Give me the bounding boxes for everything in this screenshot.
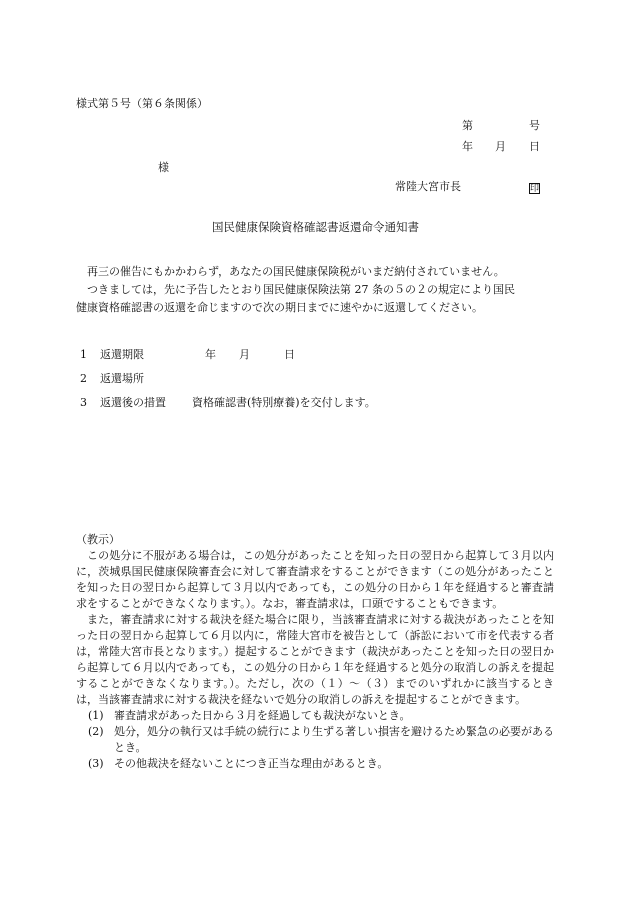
notice-case-number: (1) [88,709,104,722]
item-month: 月 [239,348,250,361]
notice-case [76,724,554,756]
notice-paragraph-2: また，審査請求に対する裁決を経た場合に限り，当該審査請求に対する裁決があったことを知った日の翌日から起算して６月以内に，常陸大宮市を被告として（訴訟において市を代表する者は，常陸大宮市長となります。）提起することができます（裁決があったことを知った日の翌日から起算して６月以内であっても，この処分の日から１年を経過すると処分の取消しの訴えを提起することができなくなります。）。ただし，次の（１）～（３）までのいずれかに該当するときは，当該審査請求に対する裁決を経ないで処分の取消しの訴えを提起することができます。 [76,613,554,706]
form-label: 様式第５号（第６条関係） [76,97,208,110]
notice-case-number: (3) [88,757,104,770]
date-month: 月 [495,140,506,153]
notice-case-number: (2) [88,725,104,738]
notice-case [76,708,554,724]
notice-section [76,532,554,772]
addressee-honorific: 様 [158,161,169,174]
notice-case-text: 処分，処分の執行又は手続の続行により生ずる著しい損害を避けるため緊急の必要があるとき。 [114,725,554,754]
body-paragraph-2-line-1: つきましては，先に予告したとおり国民健康保険法第 27 条の５の２の規定により国民 [87,283,515,296]
document-title: 国民健康保険資格確認書返還命令通知書 [212,220,419,234]
seal-mark [529,181,540,195]
notice-paragraph-1: この処分に不服がある場合は，この処分があったことを知った日の翌日から起算して３月以内に，茨城県国民健康保険審査会に対して審査請求をすることができます（この処分があったことを知った日の翌日から起算して３月以内であっても，この処分の日から１年を経過すると審査請求をすることができなくなります。）。なお，審査請求は，口頭ですることもできます。 [76,549,554,610]
issuer-name: 常陸大宮市長 [395,180,461,193]
notice-case [76,756,554,772]
seal-box: 印 [530,184,540,194]
item-label: 返還場所 [100,372,144,385]
item-label: 返還期限 [100,348,144,361]
item-day: 日 [284,348,295,361]
item-year: 年 [205,348,216,361]
item-number: 3 [80,396,87,409]
body-paragraph-1: 再三の催告にもかかわらず，あなたの国民健康保険税がいまだ納付されていません。 [87,265,505,278]
notice-heading: （教示） [76,533,120,546]
item-number: 1 [80,348,87,361]
item-number: 2 [80,372,87,385]
body-paragraph-2-line-2: 健康資格確認書の返還を命じますので次の期日までに速やかに返還してください。 [76,301,483,314]
date-year: 年 [462,140,473,153]
body-text [76,263,554,317]
item-value: 資格確認書(特別療養)を交付します。 [192,396,376,409]
notice-case-text: その他裁決を経ないことにつき正当な理由があるとき。 [114,757,389,770]
number-suffix: 号 [529,119,540,132]
date-day: 日 [529,140,540,153]
number-prefix: 第 [462,119,473,132]
notice-case-text: 審査請求があった日から３月を経過しても裁決がないとき。 [114,709,411,722]
item-label: 返還後の措置 [100,396,166,409]
